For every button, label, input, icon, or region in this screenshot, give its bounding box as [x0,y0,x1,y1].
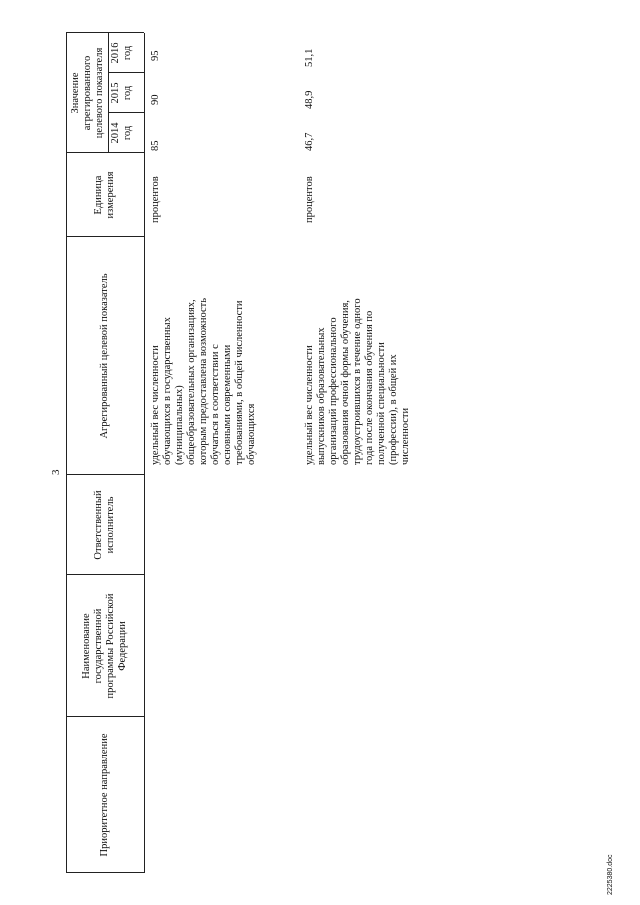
page-number: 3 [50,469,62,475]
header-value-group: Значение агрегированного целевого показателя [70,47,105,139]
header-priority: Приоритетное направление [99,733,110,857]
file-name-footer: 2225380.doc [607,854,614,895]
row-2-value-2015: 48,9 [304,90,315,109]
row-1-value-2015: 90 [150,94,161,105]
row-1-value-2014: 85 [150,140,161,151]
header-year-2014: 2014 год [110,122,133,144]
row-2-value-2014: 46,7 [304,132,315,151]
row-1-indicator: удельный вес численности обучающихся в государственных (муниципальных) общеобразовательных организациях, которым предоставлена возможность обучаться в соответствии с основными современными требованиями, в общей численности обучающихся [150,297,257,465]
header-year-2016: 2016 год [110,42,133,64]
row-2-value-2016: 51,1 [304,48,315,67]
row-1-unit: процентов [150,176,161,223]
header-program: Наименование государственной программы Российской Федерации [81,593,128,699]
header-indicator: Агрегированный целевой показатель [99,273,110,439]
header-unit: Единица измерения [93,171,116,219]
header-bottom-border [144,33,145,873]
row-1-value-2016: 95 [150,50,161,61]
header-executor: Ответственный исполнитель [93,490,116,560]
years-split-line [108,33,109,153]
row-2-unit: процентов [304,176,315,223]
row-2-indicator: удельный вес численности выпускников образовательных организаций профессионального образования очной формы обучения, трудоустроившихся в течение одного года после окончания обучения по полученной специальности (профессии), в общей их численности [304,298,411,465]
header-year-2015: 2015 год [110,82,133,104]
